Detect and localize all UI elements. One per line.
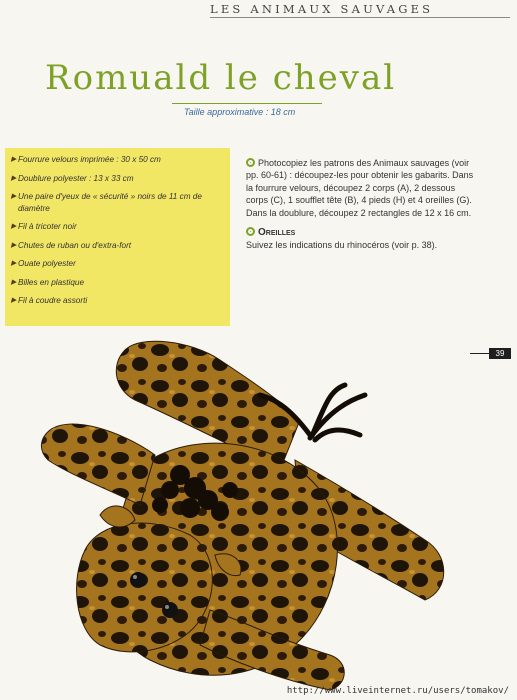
ears-text: Suivez les indications du rhinocéros (voir p. 38).	[246, 240, 438, 251]
eye-left-icon	[130, 572, 146, 588]
step-circle-icon	[246, 227, 255, 236]
instruction-step: Photocopiez les patrons des Animaux sauvages (voir pp. 60-61) : découpez-les pour obtenir les gabarits. Dans la fourrure velours, découpez 2 corps (A), 2 dessous corps (C), 1 soufflet tête (B), 4 pieds (H) et 4 oreilles (G). Dans la doublure, découpez 2 rectangles de 12 x 16 cm.	[246, 158, 474, 218]
ears-heading: Oreilles	[246, 227, 474, 239]
eye-right-icon	[162, 602, 178, 618]
materials-box	[5, 148, 230, 326]
watermark-url: http://www.liveinternet.ru/users/tomakov/	[286, 686, 509, 696]
bullet-icon: ▶	[11, 223, 17, 230]
material-item: ▶ Ouate polyester	[11, 259, 76, 268]
title-divider	[172, 103, 322, 104]
section-title: LES ANIMAUX SAUVAGES	[210, 2, 434, 16]
bullet-icon: ▶	[11, 193, 17, 200]
material-item: ▶ Billes en plastique	[11, 277, 84, 287]
running-header	[210, 0, 510, 18]
horse-toy-photo	[30, 340, 470, 695]
material-item: ▶ Fourrure velours imprimée : 30 x 50 cm	[11, 155, 161, 164]
instructions	[246, 157, 474, 252]
material-item: ▶ Chutes de ruban ou d'extra-fort	[11, 240, 132, 250]
bullet-icon: ▶	[11, 241, 17, 249]
size-note: Taille approximative : 18 cm	[184, 107, 296, 117]
page-number: 39	[489, 348, 511, 359]
material-item: ▶ Doublure polyester : 13 x 33 cm	[11, 173, 134, 183]
step-circle-icon	[246, 158, 255, 167]
header-divider	[210, 17, 510, 18]
bullet-icon: ▶	[11, 174, 17, 182]
page-title: Romuald le cheval	[45, 58, 397, 98]
material-item: ▶ Fil à coudre assorti	[11, 296, 88, 305]
bullet-icon: ▶	[11, 260, 17, 267]
material-item: ▶ Fil à tricoter noir	[11, 222, 77, 231]
material-item: ▶ Une paire d'yeux de « sécurité » noirs de 11 cm de diamètre	[11, 192, 202, 213]
bullet-icon: ▶	[11, 297, 17, 304]
page-number-rule	[470, 353, 489, 354]
bullet-icon: ▶	[11, 278, 17, 286]
bullet-icon: ▶	[11, 156, 17, 163]
front-leg-left	[41, 424, 155, 505]
